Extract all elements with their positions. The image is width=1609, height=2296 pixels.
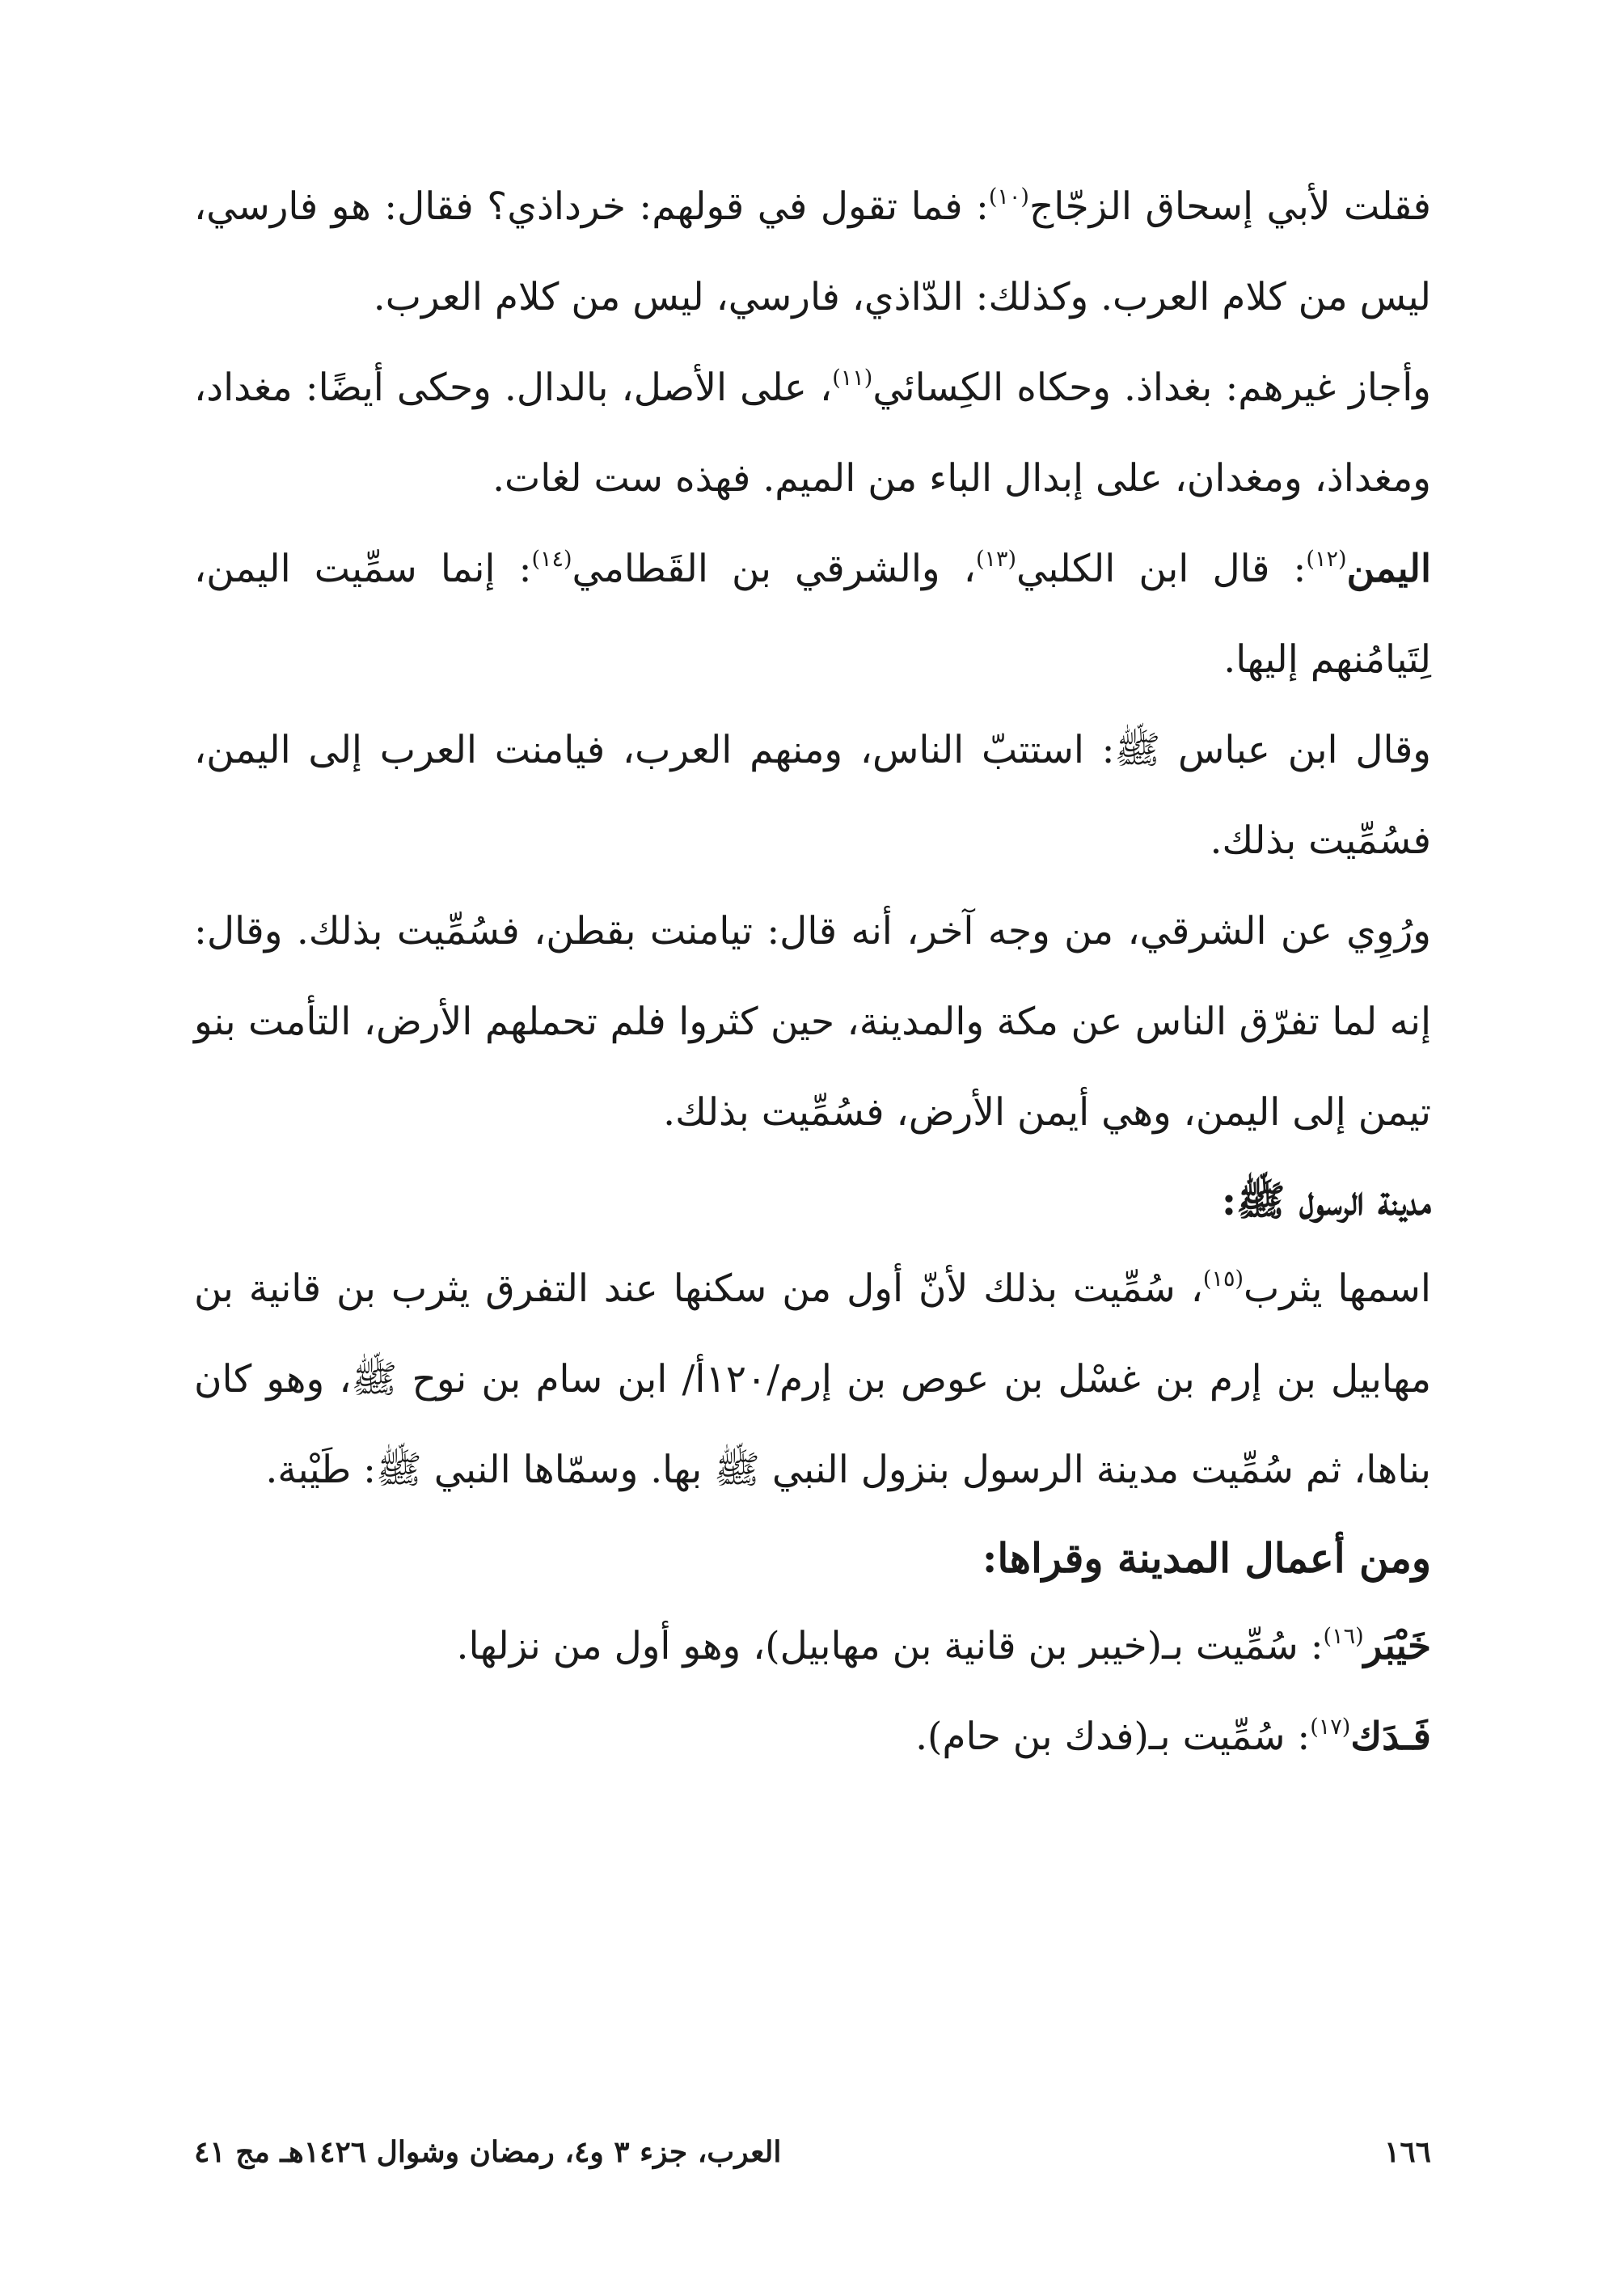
paragraph-sharqi: ورُوِي عن الشرقي، من وجه آخر، أنه قال: تيامنت بقطن، فسُمِّيت بذلك. وقال: إنه لما تفرّق الناس عن مكة والمدينة، حين كثروا فلم تحملهم الأرض، التأمت بنو تيمن إلى اليمن، وهي أيمن الأرض، فسُمِّيت بذلك. — [194, 909, 1431, 1135]
footnote-ref: (١٦) — [1323, 1624, 1364, 1650]
entry-term: اليمن — [1346, 547, 1432, 591]
section-heading-medina: مدينة الرسول ﷺ: — [1221, 1177, 1431, 1224]
entry-term: خَيْبَر — [1363, 1624, 1431, 1668]
footnote-ref: (١١) — [832, 366, 873, 391]
page-number: ١٦٦ — [1383, 2135, 1431, 2169]
paragraph-zajjaj: فقلت لأبي إسحاق الزجّاج$^{(١٠)}$: فما تقول في قولهم: خرداذي؟ فقال: هو فارسي، ليس من كلام العرب. وكذلك: الدّاذي، فارسي، ليس من كلام العرب. — [194, 184, 1432, 319]
paragraph-khaybar: خَيْبَر$^{(١٦)}$: سُمِّيت بـ(خيبر بن قانية بن مهابيل)، وهو أول من نزلها. — [456, 1624, 1431, 1668]
footnote-ref: (١٧) — [1310, 1715, 1351, 1740]
section-heading-medina-villages: ومن أعمال المدينة وقراها: — [982, 1534, 1431, 1582]
page-footer — [194, 2135, 1431, 2184]
footnote-ref: (١٤) — [531, 547, 572, 573]
paragraph-fadak: فَـدَك$^{(١٧)}$: سُمِّيت بـ(فدك بن حام). — [915, 1715, 1431, 1759]
main-text — [194, 162, 1431, 1782]
entry-term: فَـدَك — [1350, 1715, 1431, 1759]
footnote-ref: (١٠) — [988, 184, 1029, 210]
footnote-ref: (١٥) — [1202, 1266, 1244, 1292]
journal-reference: العرب، جزء ٣ و٤، رمضان وشوال ١٤٢٦هـ مج ٤١ — [194, 2135, 782, 2169]
footnote-ref: (١٢) — [1306, 547, 1347, 573]
paragraph-yathrib: اسمها يثرب$^{(١٥)}$، سُمِّيت بذلك لأنّ أول من سكنها عند التفرق يثرب بن قانية بن مهابيل بن إرم بن غسْل بن عوص بن إرم/١٢٠أ/ ابن سام بن نوح ﷺ، وهو كان بناها، ثم سُمِّيت مدينة الرسول بنزول النبي ﷺ بها. وسمّاها النبي ﷺ: طَيْبة. — [194, 1266, 1432, 1492]
footnote-ref: (١٣) — [975, 547, 1017, 573]
paragraph-baghdad: وأجاز غيرهم: بغداذ. وحكاه الكِسائي$^{(١١)}$، على الأصل، بالدال. وحكى أيضًا: مغداد، ومغداذ، ومغدان، على إبدال الباء من الميم. فهذه ست لغات. — [194, 366, 1431, 501]
paragraph-yemen: اليمن$^{(١٢)}$: قال ابن الكلبي$^{(١٣)}$، والشرقي بن القَطامي$^{(١٤)}$: إنما سمِّيت اليمن، لِتَيامُنهم إليها. — [194, 547, 1432, 682]
paragraph-ibn-abbas: وقال ابن عباس ﷺ: استتبّ الناس، ومنهم العرب، فيامنت العرب إلى اليمن، فسُمِّيت بذلك. — [194, 728, 1431, 863]
